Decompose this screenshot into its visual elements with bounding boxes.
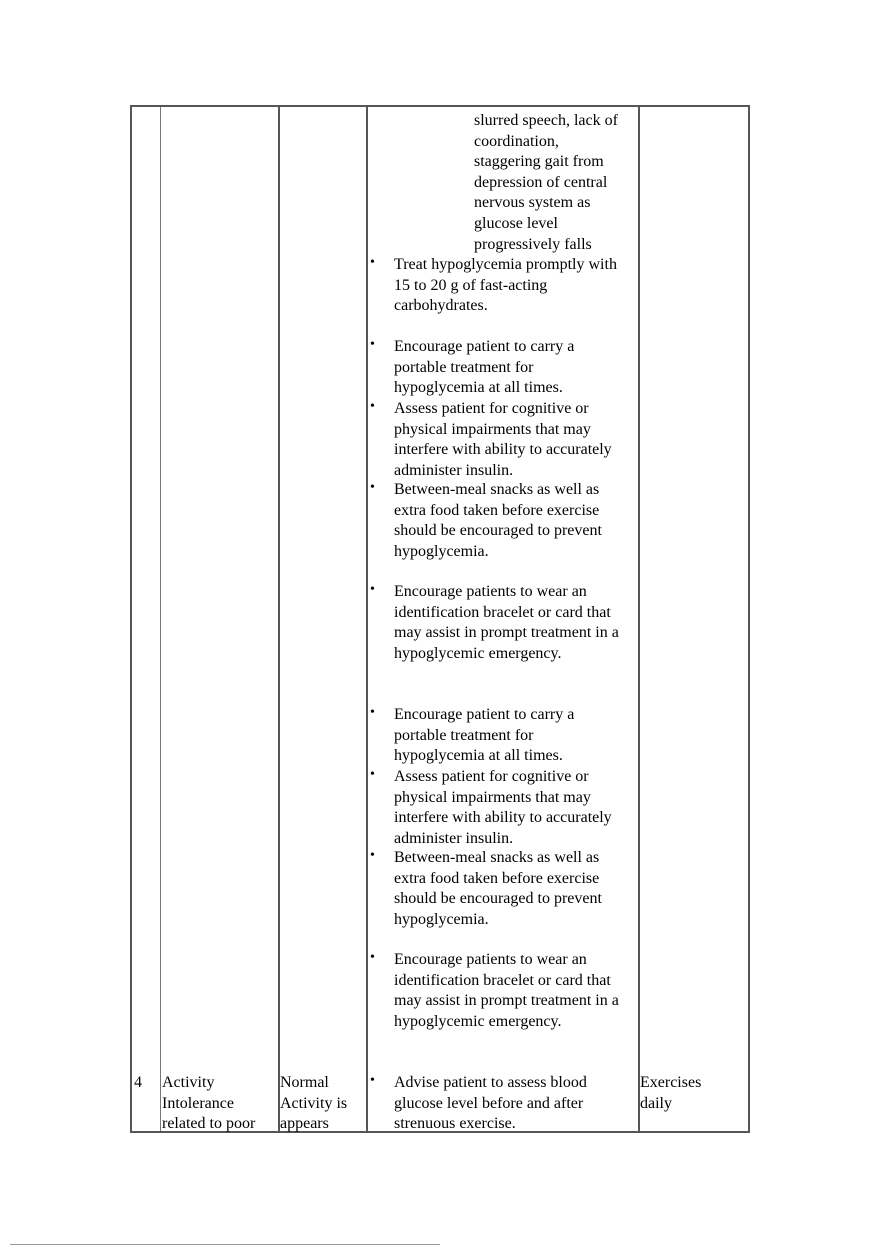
evaluation-cell: Exercises daily <box>640 1074 702 1112</box>
care-plan-table <box>130 105 750 1133</box>
bullet-icon: • <box>370 1073 375 1088</box>
column-divider <box>366 107 368 1131</box>
column-divider <box>638 107 640 1131</box>
goal-cell: Normal Activity is appears <box>280 1074 348 1133</box>
footnote-separator <box>10 1244 440 1245</box>
column-divider <box>278 107 280 1131</box>
column-divider <box>160 107 161 1131</box>
bullet-icon: • <box>370 767 375 782</box>
diagnosis-cell: Activity Intolerance related to poor <box>162 1074 256 1133</box>
intervention-item: • Between-meal snacks as well as extra food taken before exercise should be encouraged to prevent hypoglycemia. <box>370 480 602 560</box>
intervention-item: • Assess patient for cognitive or physical impairments that may interfere with ability to accurately administer insulin. <box>370 399 612 479</box>
intervention-item: • Encourage patient to carry a portable treatment for hypoglycemia at all times. <box>370 705 575 765</box>
intervention-item: • Advise patient to assess blood glucose level before and after strenuous exercise. <box>370 1073 587 1133</box>
intervention-item: • Between-meal snacks as well as extra food taken before exercise should be encouraged to prevent hypoglycemia. <box>370 848 602 928</box>
intervention-item: • Treat hypoglycemia promptly with 15 to 20 g of fast-acting carbohydrates. <box>370 255 617 315</box>
bullet-icon: • <box>370 255 375 270</box>
bullet-icon: • <box>370 582 375 597</box>
intervention-item: • Assess patient for cognitive or physical impairments that may interfere with ability to accurately administer insulin. <box>370 767 612 847</box>
intervention-item: • Encourage patients to wear an identification bracelet or card that may assist in prompt treatment in a hypoglycemic emergency. <box>370 950 619 1030</box>
bullet-icon: • <box>370 705 375 720</box>
intervention-item: • Encourage patients to wear an identification bracelet or card that may assist in prompt treatment in a hypoglycemic emergency. <box>370 582 619 662</box>
intervention-item: • Encourage patient to carry a portable treatment for hypoglycemia at all times. <box>370 337 575 397</box>
bullet-icon: • <box>370 480 375 495</box>
bullet-icon: • <box>370 337 375 352</box>
row-number: 4 <box>134 1074 142 1091</box>
bullet-icon: • <box>370 950 375 965</box>
bullet-icon: • <box>370 399 375 414</box>
continued-text: slurred speech, lack of coordination, staggering gait from depression of central nervous system as glucose level progressively falls <box>474 112 618 253</box>
bullet-icon: • <box>370 848 375 863</box>
